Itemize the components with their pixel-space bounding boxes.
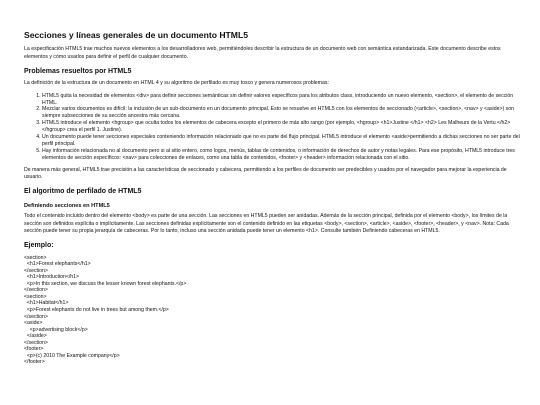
code-line: </section>: [24, 267, 48, 274]
page-title: Secciones y líneas generales de un documento HTML5: [24, 30, 248, 40]
code-line: <aside>: [24, 320, 43, 327]
code-line: <h1>Introduction</h1>: [24, 274, 80, 281]
code-line: </aside>: [24, 333, 47, 340]
code-line: <h1>Forest elephants</h1>: [24, 261, 91, 268]
code-line: <p>advertising block</p>: [24, 326, 88, 333]
code-line: </section>: [24, 313, 48, 320]
list-item: 5. Hay información relacionada no al documento pero si al sitio entero, como logos, menús, tablas de contenidos, o información de derechos de autor y notas legales. Para ese propósito, HTML5 introduce tres elementos de sección específicos: <nav> para colecciones de enlaces, como una tabla de contenidos, <footer> y <header> información relacionada con el sitio.: [42, 148, 522, 162]
algorithm-heading: El algoritmo de perfilado de HTML5: [24, 188, 142, 196]
code-line: <section>: [24, 254, 47, 261]
code-line: <p>In this section, we discuss the lesser known forest elephants.</p>: [24, 280, 187, 287]
code-line: <h1>Habitat</h1>: [24, 300, 69, 307]
code-line: </section>: [24, 339, 48, 346]
code-line: <section>: [24, 293, 47, 300]
intro-paragraph: La especificación HTML5 trae muchos nuevos elementos a los desarrolladores web, permitiéndoles describir la estructura de un documento web con semántica estandarizada. Este documento describe estos elementos y cómo usarlos para definir el perfil de cualquier documento.: [24, 46, 501, 60]
problems-summary: De manera más general, HTML5 trae precisión a las características de seccionado y cabecera, permitiendo a los perfiles de documento ser predecibles y usados por el navegador para mejorar la experiencia de usuario.: [24, 166, 507, 180]
problems-list: [24, 93, 522, 162]
code-line: </section>: [24, 287, 48, 294]
problems-heading: Problemas resueltos por HTML5: [24, 67, 132, 75]
code-line: <p>(c) 2010 The Example company</p>: [24, 352, 120, 359]
sections-paragraph: Todo el contenido incluido dentro del elemento <body> es parte de una sección. Las secciones en HTML5 pueden ser anidadas. Además de la sección principal, definida por el elemento <body>, los límites de la sección son definidos explícita o implícitamente. Las secciones definidas explícitamente son el contenido definido en las etiquetas <body>, <section>, <article>, <aside>, <footer>, <header>, y <nav>. Nota: Cada sección puede tener su propia jerarquía de cabeceras. Por lo tanto, incluso una sección anidada puede tener un elemento <h1>. Consulte también Definiendo cabeceras en HTML5.: [24, 213, 509, 234]
code-line: <footer>: [24, 346, 44, 353]
code-line: <p>Forest elephants do not live in trees but among them.</p>: [24, 307, 169, 313]
list-item: 3. HTML5 introduce el elemento <hgroup> que oculta todos los elementos de cabecera excepto el primero de más alto rango (por ejemplo, <hgroup> <h1>Justine </h1> <h2> Les Malheurs de la Vertu </h2> </hgroup> crea el perfil 1. Justine).: [42, 120, 522, 134]
list-item: 2. Mezclar varios documentos es difícil: la inclusión de un sub-documento en un documento principal. Esto se resuelve en HTML5 con los elementos de seccionado (<article>, <section>, <nav> y <aside>) son siempre subsecciones de su sección ancestra más cercana.: [42, 106, 522, 120]
list-item: 4. Un documento puede tener secciones especiales conteniendo información relacionado que no es parte del flujo principal. HTML5 introduce el elemento <aside>permitiendo a dichas secciones no ser parte del perfil principal.: [42, 134, 522, 148]
code-line: </footer>: [24, 359, 45, 366]
sections-subheading: Definiendo secciones en HTML5: [24, 202, 110, 209]
example-heading: Ejemplo:: [24, 242, 54, 250]
code-example: [24, 255, 522, 366]
problems-lead: La definición de la estructura de un documento en HTML 4 y su algoritmo de perfilado es muy tosco y genera numerosos problemas:: [24, 80, 329, 87]
list-item: 1. HTML5 quita la necesidad de elementos <div> para definir secciones semánticas sin definir valores específicos para los atributos class, introduciendo un nuevo elemento, <section>, el elemento de sección HTML.: [42, 93, 522, 107]
